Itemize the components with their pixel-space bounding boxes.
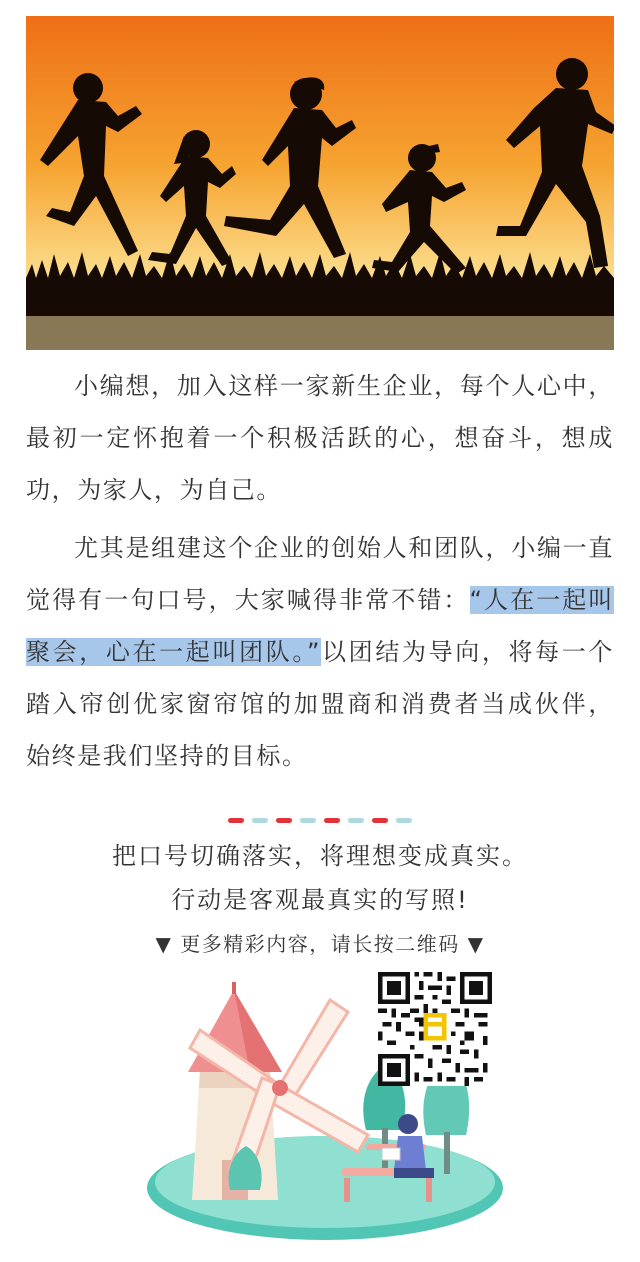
dash-segment: [396, 818, 412, 823]
dash-divider: [228, 818, 412, 823]
dash-segment: [252, 818, 268, 823]
dash-segment: [276, 818, 292, 823]
paragraph-intro: 小编想，加入这样一家新生企业，每个人心中，最初一定怀抱着一个积极活跃的心，想奋斗，想成功，为家人，为自己。: [26, 372, 614, 504]
qr-code-icon: [378, 972, 492, 1086]
slogan-line-1: 把口号切确落实，将理想变成真实。: [112, 842, 528, 870]
qr-hint: ▼ 更多精彩内容，请长按二维码 ▼: [155, 932, 485, 956]
dash-segment: [348, 818, 364, 823]
highlighted-quote: “人在一起叫聚会，心在一起叫团队。”: [26, 586, 614, 666]
dash-segment: [228, 818, 244, 823]
slogan-line-2: 行动是客观最真实的写照!: [171, 886, 469, 914]
running-family-silhouette: [26, 16, 614, 350]
paragraph-slogan-lead: 尤其是组建这个企业的创始人和团队，小编一直觉得有一句口号，大家喊得非常不错：: [26, 534, 614, 614]
dash-segment: [372, 818, 388, 823]
dash-segment: [300, 818, 316, 823]
article-body: [26, 360, 614, 788]
hero-image: [26, 16, 614, 350]
paragraph-slogan-tail: 以团结为导向，将每一个踏入帘创优家窗帘馆的加盟商和消费者当成伙伴，始终是我们坚持的目标。: [26, 638, 614, 770]
paragraph-slogan: [26, 522, 614, 782]
dash-segment: [324, 818, 340, 823]
qr-code[interactable]: [378, 972, 492, 1086]
